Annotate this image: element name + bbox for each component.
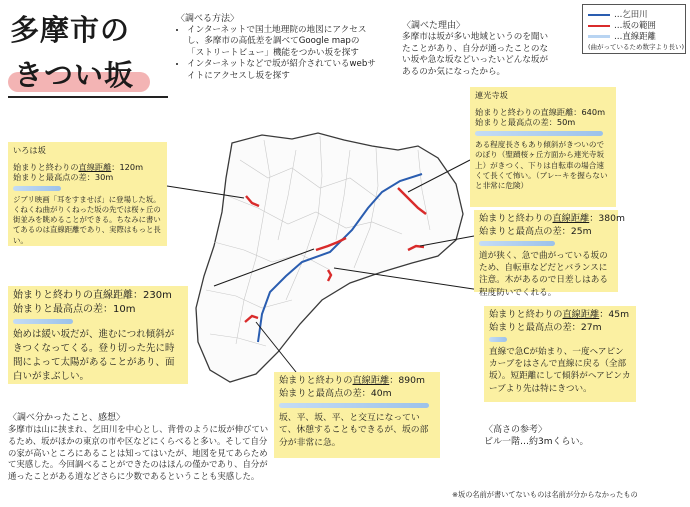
slope-note-230m [8, 286, 188, 384]
legend-river: …乞田川 [588, 9, 680, 20]
findings-text: 多摩市は山に挟まれ、乞田川を中心とし、背骨のように坂が伸びているため、坂がほかの東京の市や区などにくらべると多い。そして自分の家が高いところにあることは知ってはいたが、地図を見てあらためて実感した。今回調べることができたのはほんの僅かであり、自分が通ったことがある道などさらに少数であるということも実感した。 [8, 424, 269, 482]
slope-height: 始まりと最高点の差：40m [279, 387, 392, 399]
distance-bar [475, 131, 603, 136]
page-title-line2: きつい坂 [14, 58, 135, 92]
slope-desc: 直線で急Cが始まり、一度ヘアピンカーブをはさんで直線に戻る（全部坂）。短距離にして傾斜がヘアピンカーブより先は特にきつい。 [489, 347, 631, 394]
slope-desc: 始めは緩い坂だが、進むにつれ傾斜がきつくなってくる。登り切った先に時間によって太陽があることがあり、面白いがまぶしい。 [13, 329, 175, 382]
slope-height: 始まりと最高点の差：30m [13, 172, 114, 183]
reason-heading: 〈調べた理由〉 [402, 21, 466, 31]
method-item-1: • インターネットで国土地理院の地図にアクセスし、多摩市の高低差を調べてGoogle mapの「ストリートビュー」機能をつかい坂を探す [187, 25, 376, 59]
findings-heading: 〈調べ分かったこと、感想〉 [8, 413, 126, 423]
legend-slope: …坂の範囲 [588, 20, 680, 31]
reason-text: 多摩市は坂が多い地域というのを聞いたことがあり、自分が通ったことのない坂や急な坂などいったいどんな坂があるのか気になったから。 [402, 32, 549, 77]
slope-name: いろは坂 [13, 145, 46, 155]
slope-height: 始まりと最高点の差：25m [479, 225, 592, 237]
footnote: ※坂の名前が書いてないものは名前が分からなかったもの [452, 490, 638, 499]
slope-note-irohazaka [8, 142, 167, 246]
distance-bar [279, 403, 429, 408]
slope-height: 始まりと最高点の差：50m [475, 117, 576, 128]
slope-desc: ジブリ映画「耳をすませば」に登場した坂。くねくね曲がりくねった坂の先では桜ヶ丘の街並みを眺めることができる。ちなみに書いてあるのは直線距離であり、実際はもっと長い。 [13, 194, 161, 245]
slope-desc: ある程度長さもあり傾斜がきついのでのぼり（聖蹟桜ヶ丘方面から連光寺坂上）がきつく、下りは自転車の場合速くて長くて怖い。（ブレーキを握らないと非常に危険） [475, 139, 608, 191]
slope-height: 始まりと最高点の差：27m [489, 321, 602, 333]
slope-distance: 始まりと終わりの直線距離：45m [489, 309, 630, 320]
slope-distance: 始まりと終わりの直線距離：640m [475, 106, 606, 117]
slope-distance: 始まりと終わりの直線距離：230m [13, 290, 172, 301]
method-item-2: • インターネットなどで坂が紹介されているwebサイトにアクセスし坂を探す [187, 59, 376, 82]
legend-note: (曲がっているため数字より長い) [588, 43, 685, 51]
slope-note-45m [484, 306, 636, 402]
distance-bar [13, 186, 61, 191]
distance-bar [13, 319, 73, 324]
findings-section [8, 412, 270, 483]
method-heading: 〈調べる方法〉 [176, 14, 240, 24]
slope-distance: 始まりと終わりの直線距離：380m [479, 213, 625, 224]
slope-name: 連光寺坂 [475, 90, 508, 100]
slope-desc: 坂、平、坂、平、と交互になっていて、休憩することもできるが、坂の部分が非常に急。 [279, 413, 429, 448]
slope-note-890m [274, 372, 440, 458]
height-ref-text: ビル一階…約3mくらい。 [484, 437, 589, 447]
page-title-line1: 多摩市の [10, 13, 131, 47]
slope-distance: 始まりと終わりの直線距離：890m [279, 375, 425, 386]
height-ref-heading: 〈高さの参考〉 [484, 425, 548, 435]
slope-note-380m [474, 210, 625, 298]
height-reference [484, 424, 634, 448]
distance-bar [479, 241, 555, 246]
slope-distance: 始まりと終わりの直線距離：120m [13, 161, 144, 172]
legend-distance: …直線距離 [588, 31, 680, 42]
city-boundary [196, 133, 463, 382]
distance-bar [489, 337, 507, 342]
slope-desc: 道が狭く、急で曲がっている坂のため、自転車などだとバランスに注意。木があるので日差しはある程度防いでくれる。 [479, 251, 608, 298]
slope-note-renkojizaka [470, 87, 616, 207]
slope-height: 始まりと最高点の差：10m [13, 303, 136, 315]
